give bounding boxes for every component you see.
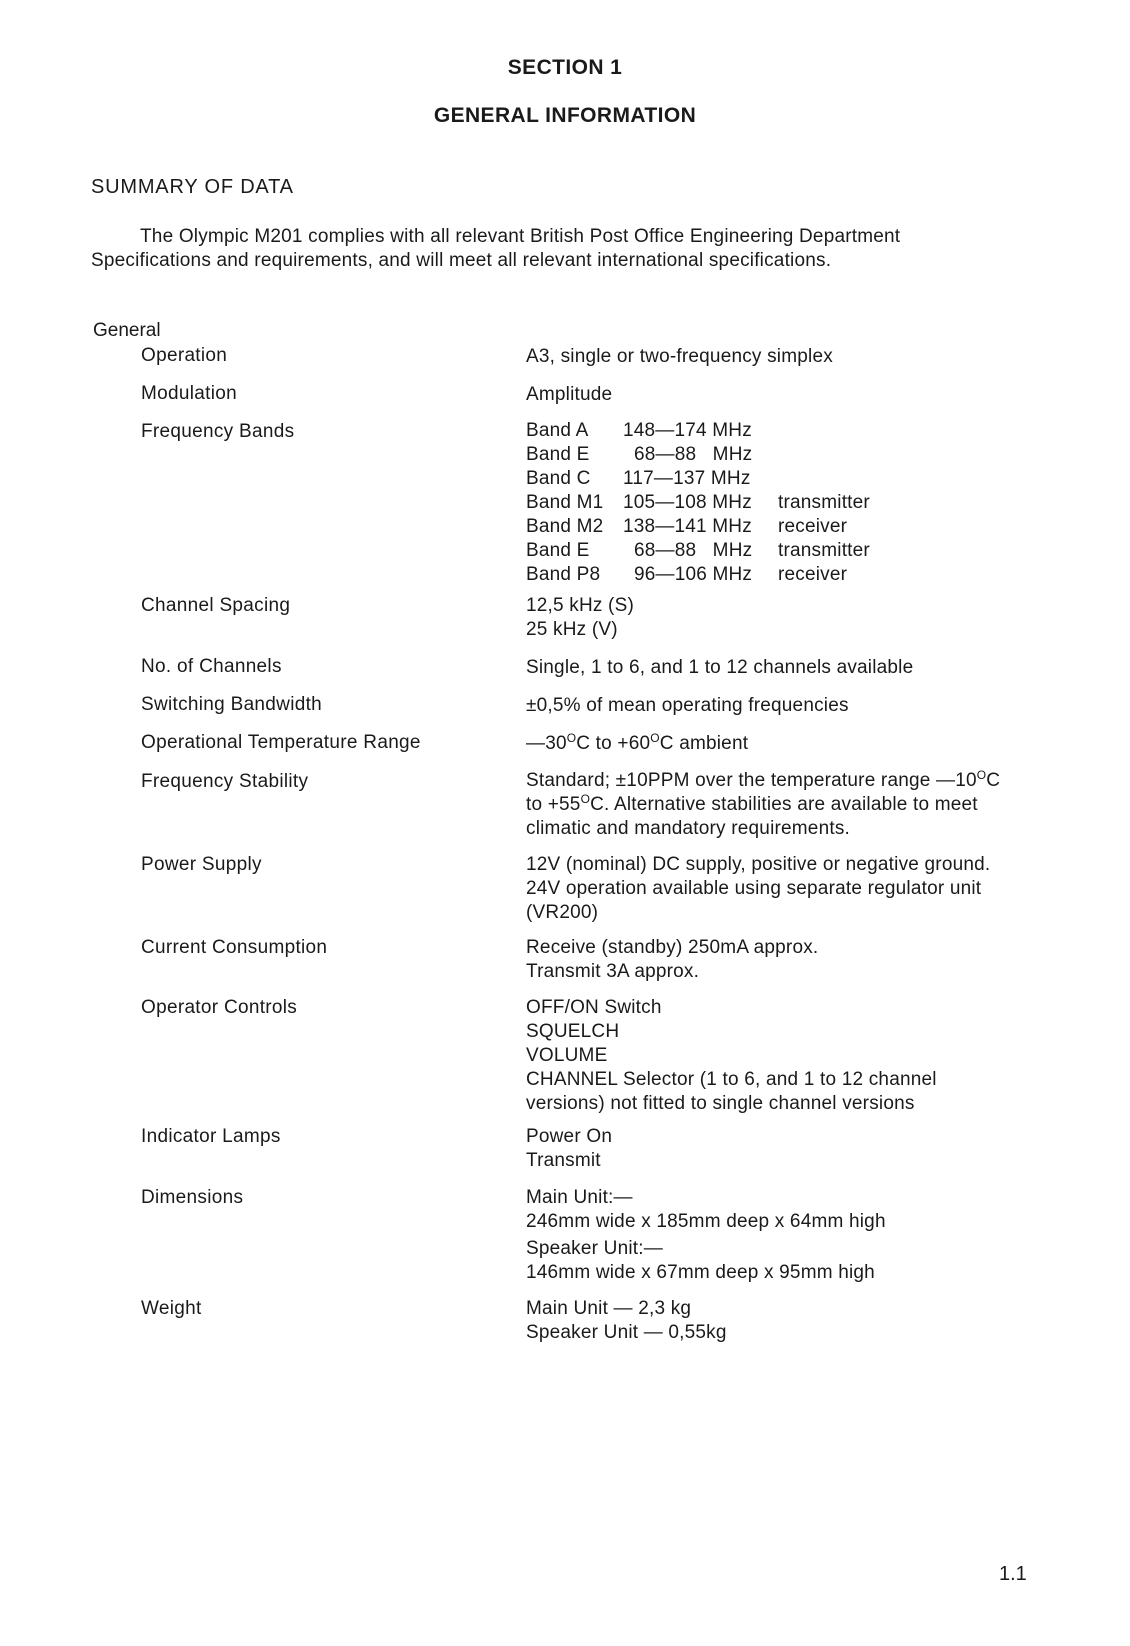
dimensions-label: Dimensions [141, 1187, 244, 1208]
operator-controls-line-5: versions) not fitted to single channel versions [526, 1093, 915, 1114]
indicator-lamps-value [526, 1125, 1046, 1173]
channel-spacing-line-1: 12,5 kHz (S) [526, 595, 634, 616]
band-range: 96—106 MHz [623, 564, 753, 585]
band-range: 138—141 MHz [623, 516, 752, 537]
dimensions-speaker-heading: Speaker Unit:— [526, 1238, 663, 1259]
frequency-bands-label: Frequency Bands [141, 421, 295, 442]
frequency-stability-line-2: to $+55^OC$. Alternative stabilities are available to meet [526, 792, 978, 815]
band-name: Band P8 [526, 564, 601, 585]
dimensions-speaker-value: 146mm wide x 67mm deep x 95mm high [526, 1262, 875, 1283]
channel-spacing-label: Channel Spacing [141, 595, 291, 616]
band-note: transmitter [778, 540, 870, 561]
summary-heading: SUMMARY OF DATA [91, 176, 294, 198]
intro-line-2: Specifications and requirements, and will meet all relevant international specifications. [91, 250, 832, 271]
frequency-stability-line-1: Standard; ±10PPM over the temperature range $—10^OC$ [526, 768, 1001, 791]
frequency-band-row [526, 539, 870, 563]
general-heading: General [93, 320, 161, 341]
intro-line-1: The Olympic M201 complies with all relevant British Post Office Engineering Department [140, 226, 901, 247]
modulation-label: Modulation [141, 383, 237, 404]
intro-paragraph [91, 225, 1011, 273]
frequency-band-row [526, 515, 870, 539]
operator-controls-line-4: CHANNEL Selector (1 to 6, and 1 to 12 channel [526, 1069, 937, 1090]
current-consumption-line-2: Transmit 3A approx. [526, 961, 700, 982]
band-name: Band C [526, 468, 591, 489]
frequency-stability-value [526, 769, 1046, 841]
operator-controls-value [526, 996, 1046, 1116]
power-supply-line-2: 24V operation available using separate regulator unit [526, 878, 982, 899]
frequency-bands-value [526, 419, 1046, 587]
frequency-band-row [526, 563, 870, 587]
frequency-stability-label: Frequency Stability [141, 771, 309, 792]
power-supply-line-3: (VR200) [526, 902, 599, 923]
current-consumption-line-1: Receive (standby) 250mA approx. [526, 937, 819, 958]
band-note [778, 467, 870, 491]
no-channels-label: No. of Channels [141, 656, 282, 677]
band-range: 68—88 MHz [623, 540, 753, 561]
band-range: 117—137 MHz [623, 468, 751, 489]
channel-spacing-line-2: 25 kHz (V) [526, 619, 618, 640]
operator-controls-line-3: VOLUME [526, 1045, 608, 1066]
band-note: transmitter [778, 492, 870, 513]
frequency-band-row [526, 467, 870, 491]
temperature-range-value: $—30^OC$ to $+60^OC$ ambient [526, 731, 749, 754]
dimensions-main-heading: Main Unit:— [526, 1187, 633, 1208]
band-note [778, 419, 870, 443]
modulation-value: Amplitude [526, 384, 613, 405]
section-number: SECTION 1 [507, 56, 623, 79]
weight-line-1: Main Unit — 2,3 kg [526, 1298, 692, 1319]
weight-value [526, 1297, 1046, 1345]
channel-spacing-value [526, 594, 1046, 642]
frequency-band-row [526, 419, 870, 443]
operator-controls-line-1: OFF/ON Switch [526, 997, 662, 1018]
temperature-range-label: Operational Temperature Range [141, 732, 421, 753]
band-note: receiver [778, 564, 848, 585]
page-number: 1.1 [999, 1563, 1027, 1585]
band-name: Band A [526, 420, 589, 441]
power-supply-line-1: 12V (nominal) DC supply, positive or negative ground. [526, 854, 991, 875]
frequency-band-row [526, 443, 870, 467]
power-supply-label: Power Supply [141, 854, 262, 875]
weight-label: Weight [141, 1298, 202, 1319]
operator-controls-label: Operator Controls [141, 997, 298, 1018]
power-supply-value [526, 853, 1046, 925]
band-note [778, 443, 870, 467]
operation-value: A3, single or two-frequency simplex [526, 346, 833, 367]
switching-bandwidth-value: ±0,5% of mean operating frequencies [526, 695, 849, 716]
band-name: Band M1 [526, 492, 604, 513]
weight-line-2: Speaker Unit — 0,55kg [526, 1322, 727, 1343]
frequency-stability-line-3: climatic and mandatory requirements. [526, 818, 851, 839]
dimensions-main-value: 246mm wide x 185mm deep x 64mm high [526, 1211, 886, 1232]
frequency-bands-table [526, 419, 870, 587]
current-consumption-label: Current Consumption [141, 937, 328, 958]
band-name: Band E [526, 444, 590, 465]
indicator-lamps-line-2: Transmit [526, 1150, 601, 1171]
switching-bandwidth-label: Switching Bandwidth [141, 694, 323, 715]
current-consumption-value [526, 936, 1046, 984]
band-range: 105—108 MHz [623, 492, 752, 513]
section-title: GENERAL INFORMATION [433, 104, 697, 127]
no-channels-value: Single, 1 to 6, and 1 to 12 channels available [526, 657, 914, 678]
band-name: Band M2 [526, 516, 604, 537]
band-note: receiver [778, 516, 848, 537]
band-range: 68—88 MHz [623, 444, 753, 465]
frequency-band-row [526, 491, 870, 515]
operation-label: Operation [141, 345, 228, 366]
indicator-lamps-label: Indicator Lamps [141, 1126, 281, 1147]
band-name: Band E [526, 540, 590, 561]
band-range: 148—174 MHz [623, 420, 752, 441]
indicator-lamps-line-1: Power On [526, 1126, 613, 1147]
operator-controls-line-2: SQUELCH [526, 1021, 620, 1042]
dimensions-value [526, 1186, 1046, 1285]
